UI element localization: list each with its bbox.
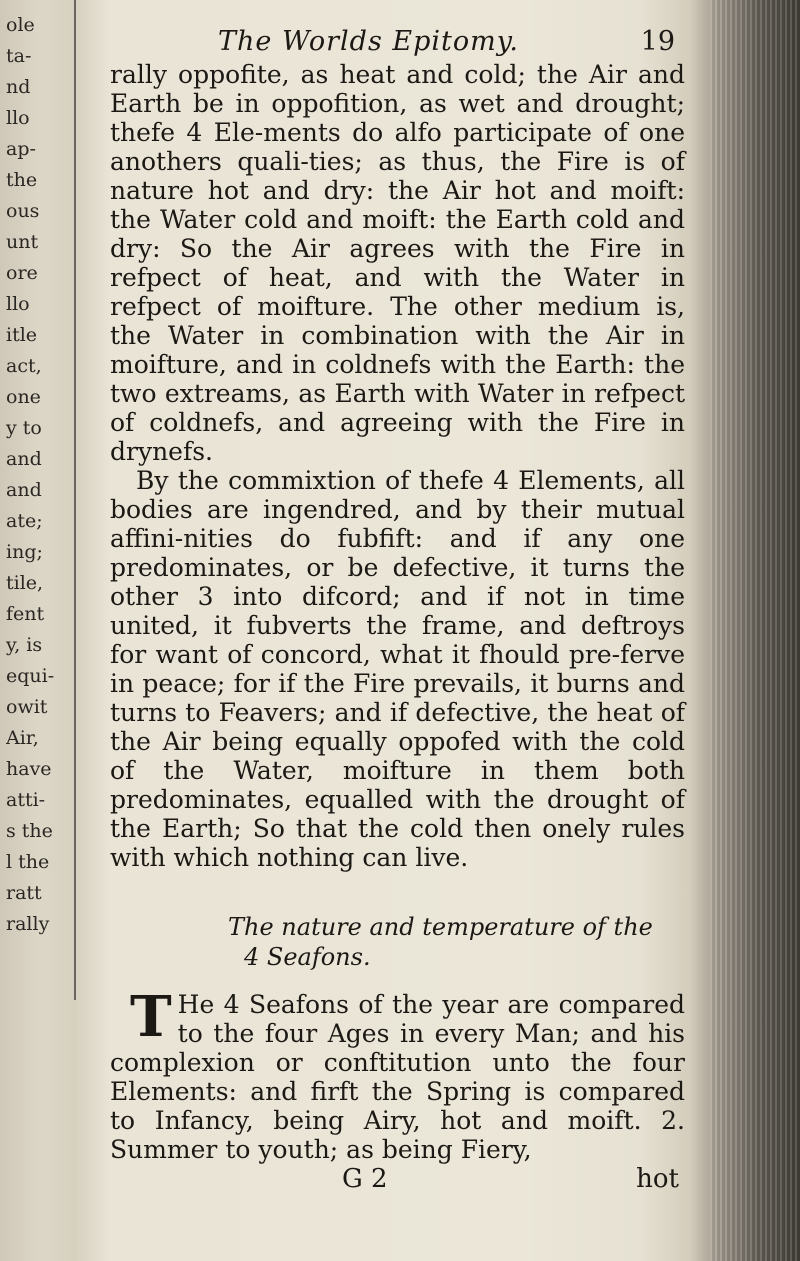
margin-fragment: and <box>6 479 42 501</box>
margin-fragment: the <box>6 169 38 191</box>
running-header <box>110 26 685 60</box>
margin-fragment: s the <box>6 820 53 842</box>
margin-fragment: y to <box>6 417 42 439</box>
drop-cap: T <box>130 984 172 1050</box>
margin-fragment: one <box>6 386 41 408</box>
margin-fragment: have <box>6 758 52 780</box>
footer-line <box>110 1164 685 1194</box>
margin-fragment: ing; <box>6 541 43 563</box>
paragraph-seasons-text: He 4 Seafons of the year are compared to the four Ages in every Man; and his complexion or conftitution unto the four Elements: and firft the Spring is compared to Infancy, being Airy, hot and moift. 2. Summer to youth; as being Fiery, <box>110 990 685 1164</box>
page-edge-shadow <box>710 0 800 1261</box>
page-number: 19 <box>640 26 675 57</box>
section-heading <box>110 912 685 972</box>
margin-fragment: tile, <box>6 572 44 594</box>
catchword: hot <box>636 1164 679 1194</box>
margin-fragment: itle <box>6 324 38 346</box>
paragraph-commixtion: By the commixtion of thefe 4 Elements, all bodies are ingendred, and by their mutual affini-nities do fubfift: and if any one predominates, or be defective, it turns the other 3 into difcord; and if not in time united, it fubverts the frame, and deftroys for want of concord, what it fhould pre-ferve in peace; for if the Fire prevails, it burns and turns to Feavers; and if defective, the heat of the Air being equally oppofed with the cold of the Water, moifture in them both predominates, equalled with the drought of the Earth; So that the cold then onely rules with which nothing can live. <box>110 466 685 872</box>
running-title: The Worlds Epitomy. <box>218 26 519 57</box>
margin-fragment: ratt <box>6 882 42 904</box>
margin-fragment: rally <box>6 913 50 935</box>
margin-fragment: llo <box>6 107 30 129</box>
section-heading-line1: The nature and temperature of the <box>228 913 653 941</box>
margin-fragment: ore <box>6 262 38 284</box>
margin-fragment: nd <box>6 76 31 98</box>
margin-fragment: y, is <box>6 634 43 656</box>
margin-fragment: Air, <box>6 727 39 749</box>
signature-mark: G 2 <box>342 1164 388 1194</box>
previous-page-edge <box>0 0 76 1000</box>
section-heading-line2: 4 Seafons. <box>244 943 371 971</box>
paragraph-seasons <box>110 984 685 1164</box>
margin-fragment: atti- <box>6 789 46 811</box>
body-text <box>110 60 685 872</box>
margin-fragment: ap- <box>6 138 36 160</box>
margin-fragment: llo <box>6 293 30 315</box>
margin-fragment: owit <box>6 696 48 718</box>
margin-fragment: ous <box>6 200 40 222</box>
margin-fragment: l the <box>6 851 50 873</box>
margin-fragment: fent <box>6 603 45 625</box>
margin-fragment: ate; <box>6 510 43 532</box>
margin-fragment: act, <box>6 355 42 377</box>
margin-fragment: unt <box>6 231 39 253</box>
paragraph-elements-opposition: rally oppofite, as heat and cold; the Air and Earth be in oppofition, as wet and drought; thefe 4 Ele-ments do alfo participate of one anothers quali-ties; as thus, the Fire is of nature hot and dry: the Air hot and moift: the Water cold and moift: the Earth cold and dry: So the Air agrees with the Fire in refpect of heat, and with the Water in refpect of moifture. The other medium is, the Water in combination with the Air in moifture, and in coldnefs with the Earth: the two extreams, as Earth with Water in refpect of coldnefs, and agreeing with the Fire in drynefs. <box>110 60 685 466</box>
margin-fragment: ta- <box>6 45 32 67</box>
margin-fragment: equi- <box>6 665 55 687</box>
margin-fragment: and <box>6 448 42 470</box>
page-content <box>110 26 685 1194</box>
margin-fragment: ole <box>6 14 35 36</box>
